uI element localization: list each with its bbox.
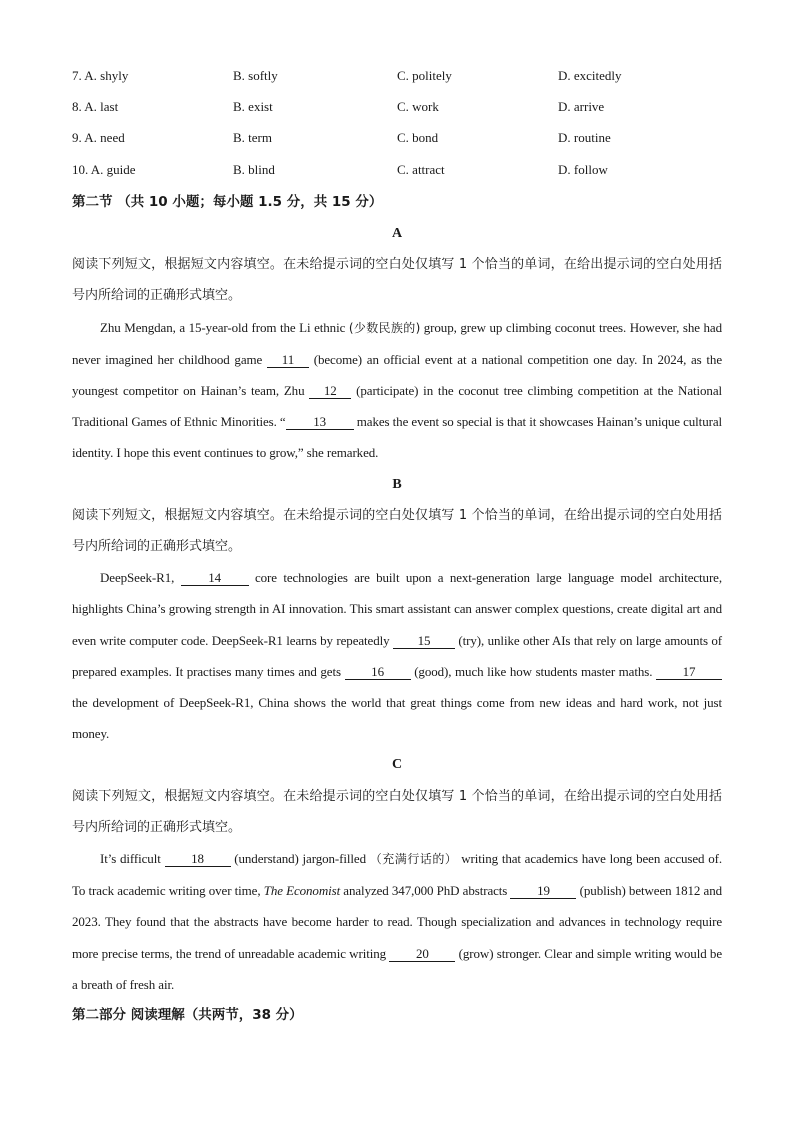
passage-a-text (72, 312, 722, 469)
passage-instruction: 阅读下列短文，根据短文内容填空。在未给提示词的空白处仅填写 1 个恰当的单词，在给出提示词的空白处用括号内所给词的正确形式填空。 (72, 257, 722, 304)
text: It’s difficult (100, 850, 165, 866)
part-heading: 第二部分 阅读理解（共两节，38 分） (72, 1006, 303, 1023)
options-row-7 (72, 62, 722, 93)
option-c[interactable]: C. work (397, 99, 439, 115)
option-a[interactable]: 8. A. last (72, 99, 119, 115)
options-row-10 (72, 156, 722, 187)
option-a[interactable]: 7. A. shyly (72, 68, 129, 83)
passage-b-text (72, 562, 722, 749)
option-a[interactable]: 9. A. need (72, 130, 125, 146)
answer-blank-15[interactable]: 15 (393, 634, 455, 649)
answer-blank-13[interactable]: 13 (286, 415, 354, 430)
exam-page (72, 62, 722, 1031)
option-b[interactable]: B. softly (233, 68, 278, 83)
text: makes the event so special is that it showcases Hainan’s unique cultural identity. I hope this event continues to grow,” she remarked. (72, 414, 722, 461)
passage-letter-c: C (391, 757, 403, 773)
text: the development of DeepSeek-R1, China shows the world that great things come from new ideas and hard work, not just money. (72, 694, 722, 742)
chinese-gloss: （充满行话的） (369, 851, 458, 866)
options-row-9 (72, 124, 722, 155)
answer-blank-16[interactable]: 16 (345, 665, 411, 680)
answer-blank-18[interactable]: 18 (165, 852, 231, 867)
option-d[interactable]: D. follow (558, 161, 608, 177)
option-c[interactable]: C. attract (397, 161, 445, 177)
option-d[interactable]: D. excitedly (558, 68, 622, 83)
option-c[interactable]: C. politely (397, 68, 452, 83)
text: (publish) between 1812 and 2023. They found that the abstracts have become harder to read. Though specialization and advances in technology require more precise terms, the trend of unreadable academic writing (72, 883, 722, 961)
passage-c-text (72, 843, 722, 1000)
text: (grow) stronger. Clear and simple writing would be a breath of fresh air. (72, 945, 722, 992)
text: (try), unlike other AIs that rely on large amounts of prepared examples. It practises many times and gets (72, 632, 722, 679)
text: Zhu Mengdan, a 15-year-old from the Li ethnic (100, 319, 349, 335)
passage-instruction: 阅读下列短文，根据短文内容填空。在未给提示词的空白处仅填写 1 个恰当的单词，在给出提示词的空白处用括号内所给词的正确形式填空。 (72, 507, 722, 554)
answer-blank-14[interactable]: 14 (181, 571, 249, 586)
answer-blank-19[interactable]: 19 (510, 884, 576, 899)
text: DeepSeek-R1, (100, 570, 181, 586)
passage-letter-b: B (392, 476, 402, 492)
answer-blank-20[interactable]: 20 (389, 947, 455, 962)
text: (participate) in the coconut tree climbing competition at the National Traditional Games of Ethnic Minorities. “ (72, 382, 722, 430)
text: group, grew up climbing coconut trees. However, she had never imagined her childhood game (72, 319, 722, 367)
text: writing that academics have long been accused of. To track academic writing over time, (72, 850, 722, 899)
chinese-gloss: (少数民族的) (348, 320, 421, 335)
answer-blank-12[interactable]: 12 (309, 384, 351, 399)
options-row-8 (72, 93, 722, 124)
option-b[interactable]: B. exist (233, 99, 273, 115)
text: analyzed 347,000 PhD abstracts (340, 883, 511, 899)
text: core technologies are built upon a next-generation large language model architecture, highlights China’s growing strength in AI innovation. This smart assistant can answer complex questions, create digital art and even write computer code. DeepSeek-R1 learns by repeatedly (72, 570, 723, 648)
option-b[interactable]: B. blind (233, 161, 275, 177)
publication-title: The Economist (263, 883, 341, 899)
section-heading: 第二节 （共 10 小题；每小题 1.5 分，共 15 分） (72, 193, 383, 210)
text: (become) an official event at a national competition one day. In 2024, as the youngest competitor on Hainan’s team, Zhu (72, 351, 722, 398)
option-d[interactable]: D. arrive (558, 99, 605, 115)
option-a[interactable]: 10. A. guide (72, 161, 136, 177)
text: (understand) jargon-filled (230, 850, 370, 866)
passage-letter-a: A (391, 225, 403, 241)
option-c[interactable]: C. bond (397, 130, 439, 146)
option-b[interactable]: B. term (233, 130, 272, 146)
option-d[interactable]: D. routine (558, 130, 611, 146)
answer-blank-17[interactable]: 17 (656, 665, 722, 680)
text: (good), much like how students master maths. (410, 663, 656, 679)
passage-instruction: 阅读下列短文，根据短文内容填空。在未给提示词的空白处仅填写 1 个恰当的单词，在给出提示词的空白处用括号内所给词的正确形式填空。 (72, 788, 722, 835)
answer-blank-11[interactable]: 11 (267, 353, 309, 368)
